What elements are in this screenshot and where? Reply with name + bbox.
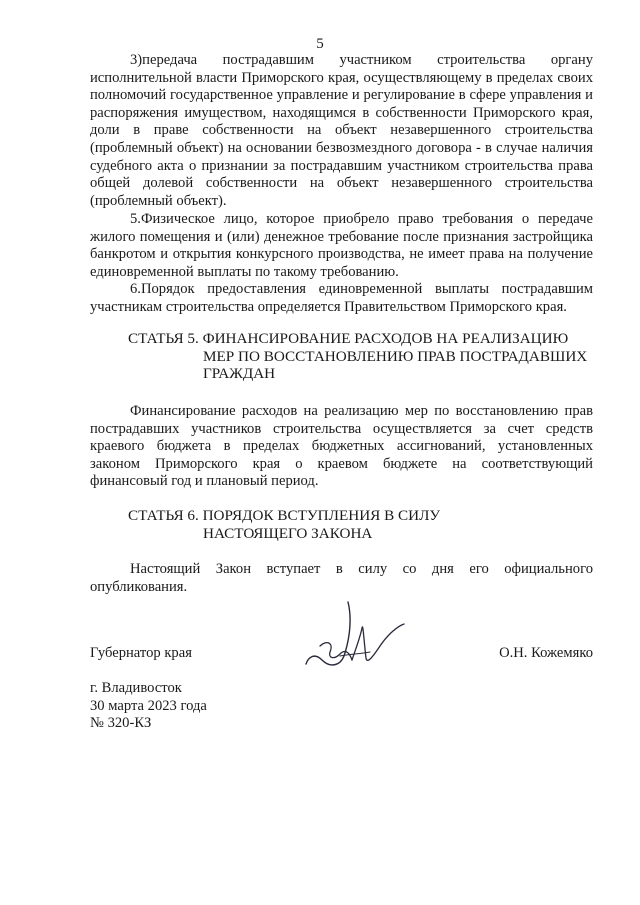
governor-name: О.Н. Кожемяко <box>499 645 593 661</box>
city: г. Владивосток <box>90 680 182 696</box>
document-footer <box>90 680 207 733</box>
article-5-heading <box>128 330 608 383</box>
page-number: 5 <box>316 36 324 52</box>
article-6-heading <box>128 507 608 542</box>
article-5-heading-line-2: МЕР ПО ВОССТАНОВЛЕНИЮ ПРАВ ПОСТРАДАВШИХ <box>203 347 588 365</box>
article-5-heading-line-1: СТАТЬЯ 5. ФИНАНСИРОВАНИЕ РАСХОДОВ НА РЕАЛИЗАЦИЮ <box>128 330 569 347</box>
article-6-paragraph: Настоящий Закон вступает в силу со дня его официального опубликования. <box>90 561 593 595</box>
article-6-heading-line-2: НАСТОЯЩЕГО ЗАКОНА <box>203 524 373 542</box>
paragraph-6: 6.Порядок предоставления единовременной выплаты пострадавшим участникам строительства определяется Правительством Приморского края. <box>90 281 593 315</box>
paragraph-item-3: 3)передача пострадавшим участником строительства органу исполнительной власти Приморского края, осуществляющему в пределах своих полномочий государственное управление и регулирование в сфере управления и распоряжения имуществом, находящимся в собственности Приморского края, доли в праве собственности на объект незавершенного строительства (проблемный объект) на основании безвозмездного договора - в случае наличия судебного акта о признании за пострадавшим участником строительства права общей долевой собственности на объект незавершенного строительства (проблемный объект). <box>90 52 593 209</box>
governor-title: Губернатор края <box>90 645 192 661</box>
date: 30 марта 2023 года <box>90 697 207 714</box>
signature-row <box>90 645 593 665</box>
article-6-heading-line-1: СТАТЬЯ 6. ПОРЯДОК ВСТУПЛЕНИЯ В СИЛУ <box>128 507 441 524</box>
paragraph-5: 5.Физическое лицо, которое приобрело право требования о передаче жилого помещения и (или) денежное требование после признания застройщика банкротом и открытия конкурсного производства, не имеет права на получение единовременной выплаты по такому требованию. <box>90 211 593 280</box>
article-5-heading-line-3: ГРАЖДАН <box>203 365 276 383</box>
article-5-paragraph: Финансирование расходов на реализацию мер по восстановлению прав пострадавших участников строительства осуществляется за счет средств краевого бюджета в пределах бюджетных ассигнований, установленных законом Приморского края о краевом бюджете на соответствующий финансовый год и плановый период. <box>90 403 593 490</box>
law-number: № 320-КЗ <box>90 715 152 732</box>
